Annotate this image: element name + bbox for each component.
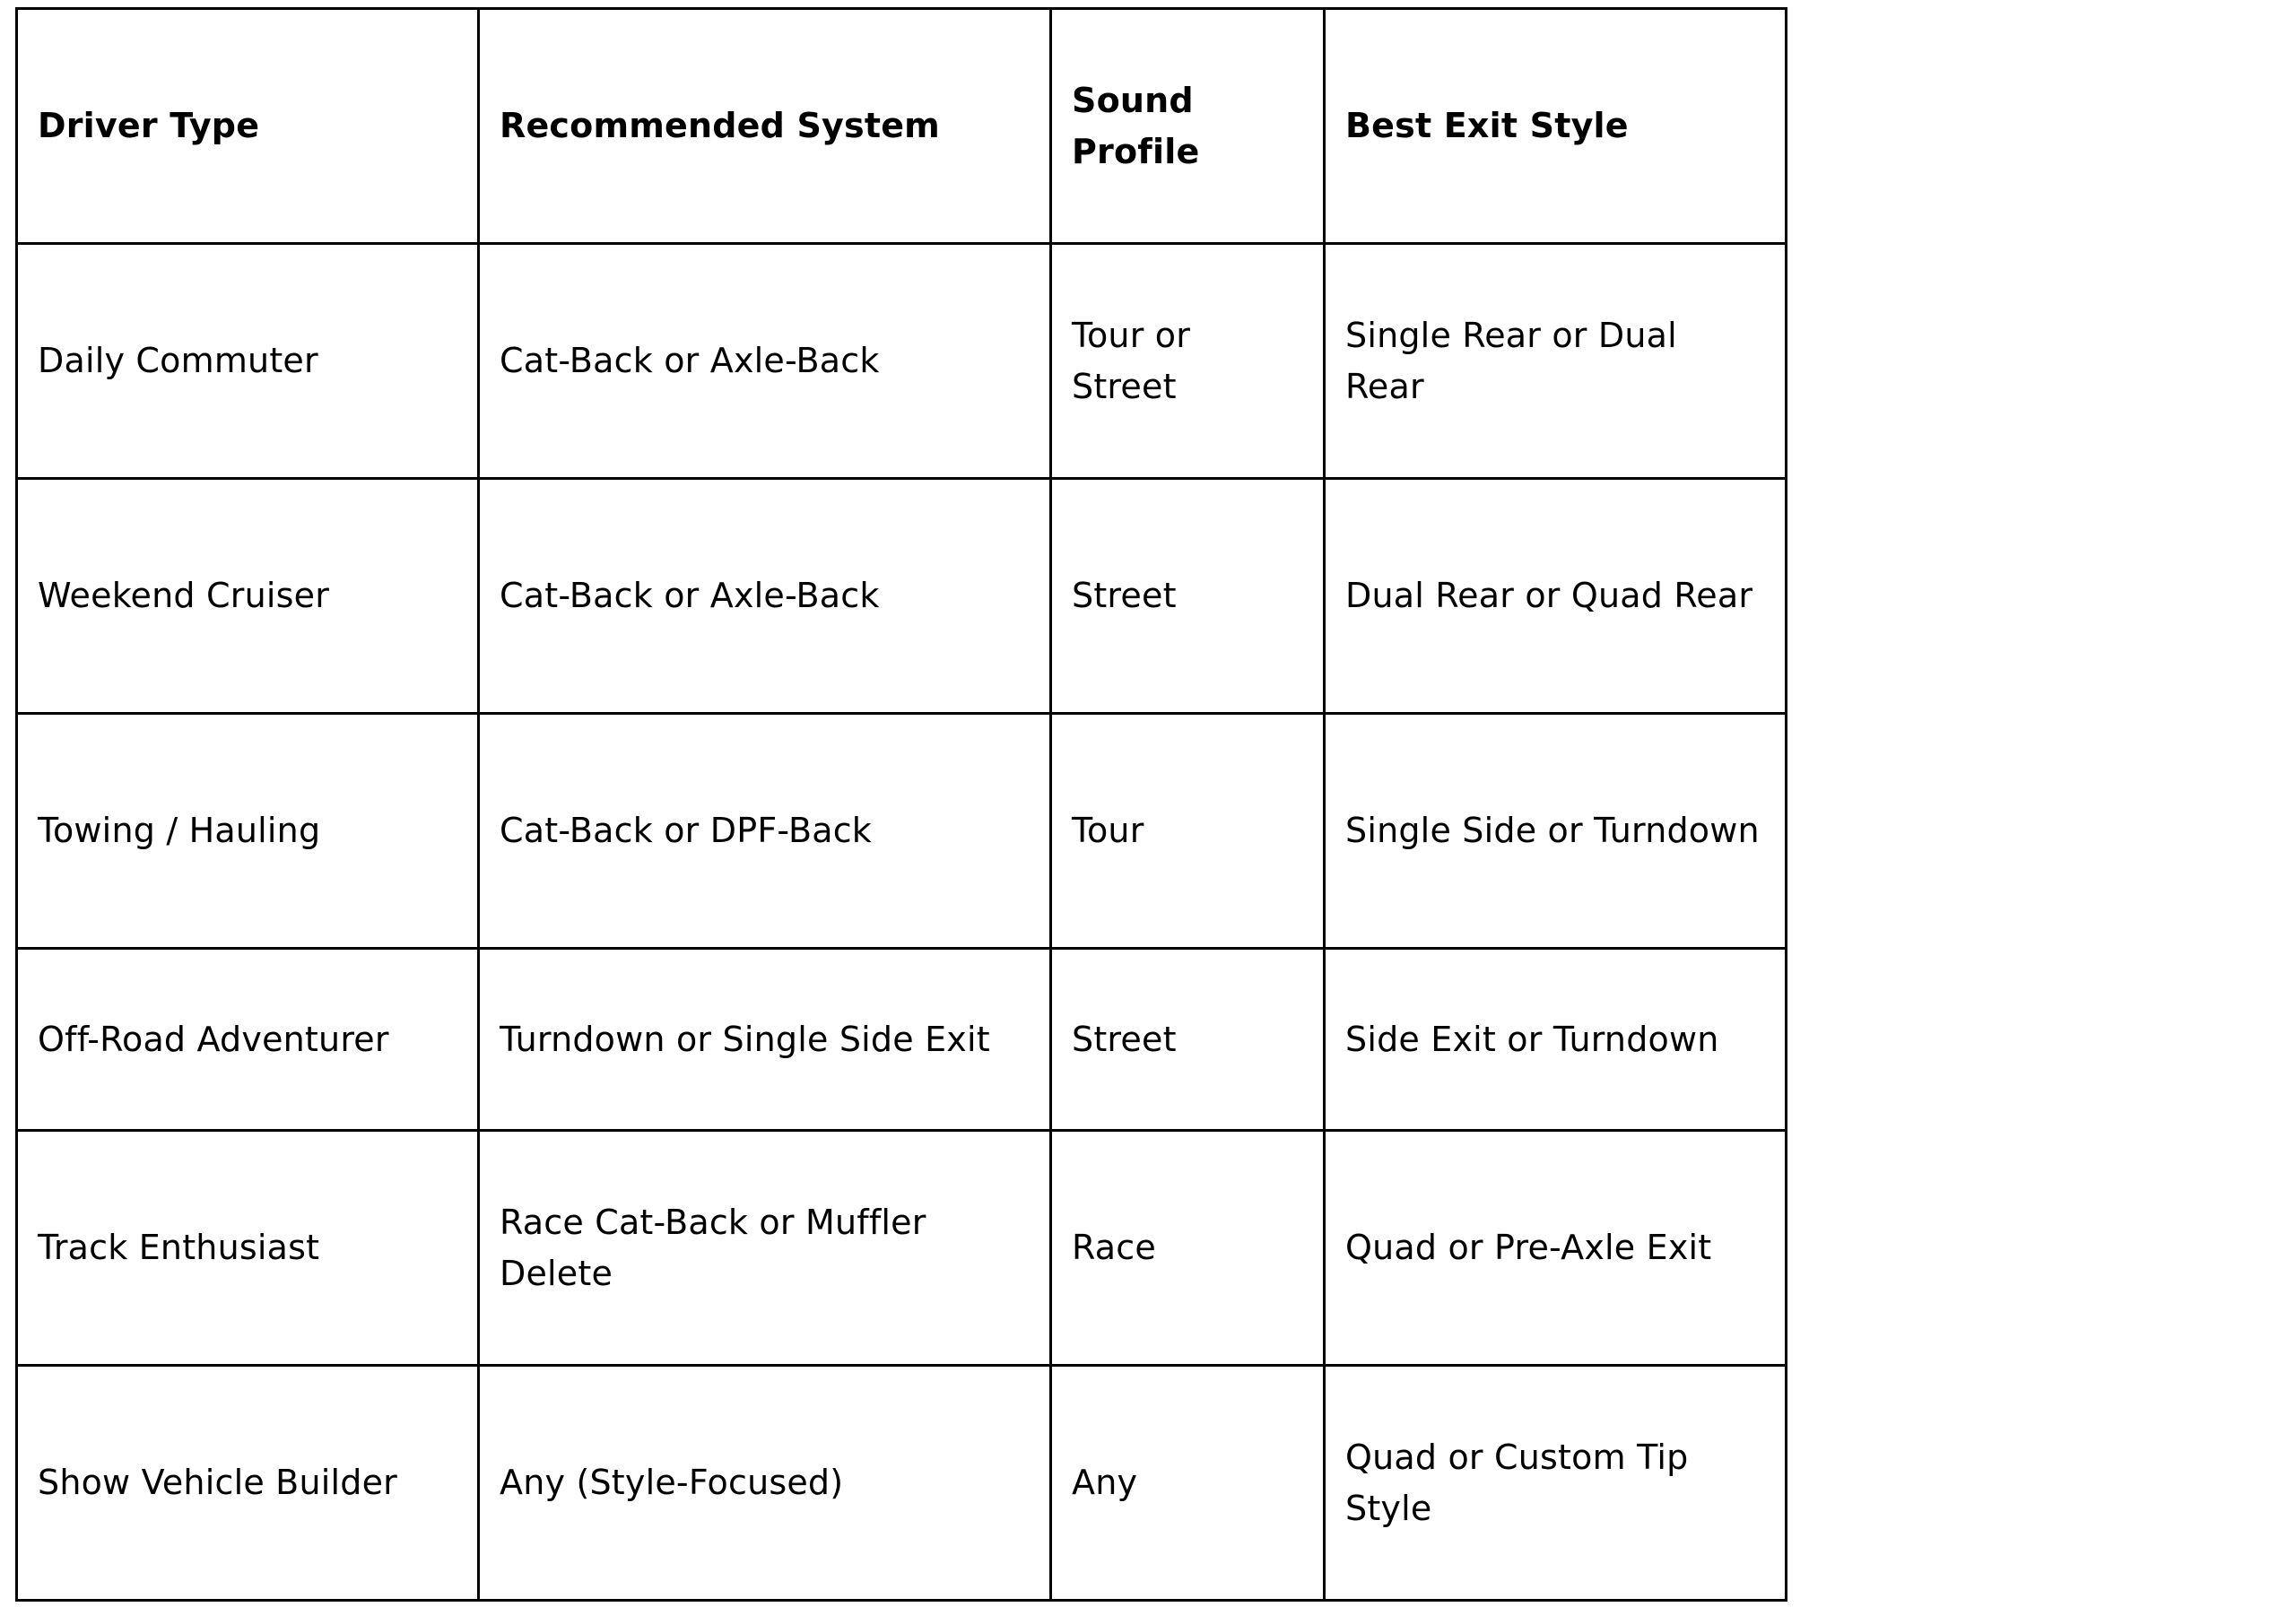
cell-best-exit-style: Side Exit or Turndown xyxy=(1325,949,1787,1131)
table-row xyxy=(17,1366,1787,1601)
cell-recommended-system: Cat-Back or Axle-Back xyxy=(479,244,1051,479)
header-recommended-system: Recommended System xyxy=(479,9,1051,244)
exhaust-recommendation-table xyxy=(15,7,1787,1602)
table-row xyxy=(17,949,1787,1131)
cell-sound-profile: Any xyxy=(1051,1366,1325,1601)
cell-best-exit-style: Dual Rear or Quad Rear xyxy=(1325,479,1787,714)
header-best-exit-style: Best Exit Style xyxy=(1325,9,1787,244)
cell-driver-type: Off-Road Adventurer xyxy=(17,949,479,1131)
cell-driver-type: Daily Commuter xyxy=(17,244,479,479)
header-driver-type: Driver Type xyxy=(17,9,479,244)
cell-best-exit-style: Single Rear or Dual Rear xyxy=(1325,244,1787,479)
table-row xyxy=(17,244,1787,479)
table-row xyxy=(17,714,1787,949)
cell-recommended-system: Turndown or Single Side Exit xyxy=(479,949,1051,1131)
cell-recommended-system: Any (Style-Focused) xyxy=(479,1366,1051,1601)
cell-sound-profile: Tour or Street xyxy=(1051,244,1325,479)
table-row xyxy=(17,1131,1787,1366)
cell-driver-type: Track Enthusiast xyxy=(17,1131,479,1366)
header-sound-profile: Sound Profile xyxy=(1051,9,1325,244)
cell-sound-profile: Street xyxy=(1051,479,1325,714)
cell-best-exit-style: Single Side or Turndown xyxy=(1325,714,1787,949)
cell-recommended-system: Race Cat-Back or Muffler Delete xyxy=(479,1131,1051,1366)
cell-best-exit-style: Quad or Pre-Axle Exit xyxy=(1325,1131,1787,1366)
table-row xyxy=(17,479,1787,714)
cell-recommended-system: Cat-Back or DPF-Back xyxy=(479,714,1051,949)
cell-sound-profile: Tour xyxy=(1051,714,1325,949)
cell-sound-profile: Street xyxy=(1051,949,1325,1131)
cell-sound-profile: Race xyxy=(1051,1131,1325,1366)
cell-best-exit-style: Quad or Custom Tip Style xyxy=(1325,1366,1787,1601)
table-header-row xyxy=(17,9,1787,244)
cell-recommended-system: Cat-Back or Axle-Back xyxy=(479,479,1051,714)
cell-driver-type: Weekend Cruiser xyxy=(17,479,479,714)
cell-driver-type: Show Vehicle Builder xyxy=(17,1366,479,1601)
cell-driver-type: Towing / Hauling xyxy=(17,714,479,949)
